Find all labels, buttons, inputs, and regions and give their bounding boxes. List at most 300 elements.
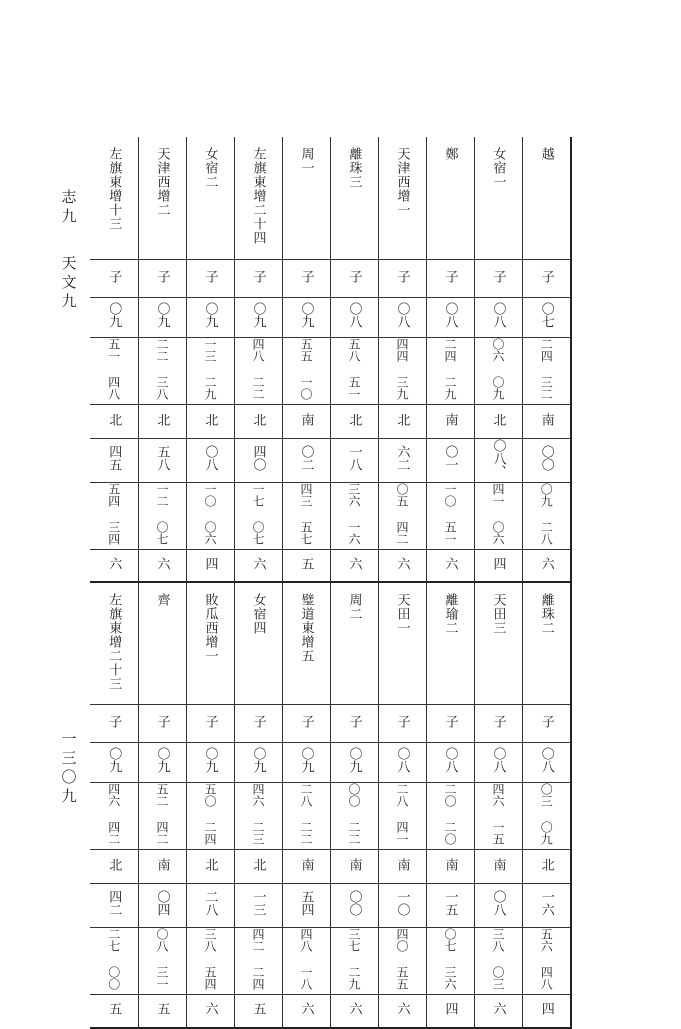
table-cell [282,704,330,742]
cell-value: 子 [298,269,314,283]
cell-value: 五一 四八 [106,337,121,400]
cell-value: 六二 [394,445,410,471]
table-cell [378,704,426,742]
cell-value: 〇八、 [490,438,506,478]
star-name: 天田一 [394,593,410,635]
table-cell [138,337,186,404]
cell-value: 子 [202,269,218,283]
cell-value: 〇四 [154,890,170,916]
cell-value: 四 [202,556,218,570]
table-cell [426,883,474,927]
table-cell [234,782,282,849]
cell-value: 子 [250,269,266,283]
cell-value: 南 [298,412,314,426]
cell-value: 四五 [106,445,122,471]
cell-value: 六 [490,1002,506,1016]
latitude-row [90,883,571,927]
table-cell [138,927,186,994]
star-name-cell [282,582,330,704]
cell-value: 四四 三九 [395,337,409,400]
table-cell [330,482,378,549]
cell-value: 〇〇 [538,445,554,471]
table-cell [378,297,426,337]
table-cell [474,782,522,849]
cell-value: 南 [154,857,170,871]
star-name-cell [138,582,186,704]
cell-value: 四 [538,1002,554,1016]
cell-value: 南 [442,412,458,426]
table-cell [330,404,378,438]
table-cell [90,259,138,297]
star-name: 女宿四 [250,593,266,635]
table-cell [234,438,282,482]
latitude-minute-row [90,482,571,549]
cell-value: 北 [202,857,218,871]
star-name-cell [522,137,571,259]
table-cell [90,297,138,337]
cell-value: 一二 〇七 [155,482,169,545]
cell-value: 一〇 五一 [443,482,457,545]
table-cell [138,404,186,438]
page-number: 一三〇九 [61,730,77,805]
cell-value: 〇九 [106,302,122,328]
star-name: 女宿二 [202,147,218,189]
table-body [90,137,571,1028]
table-cell [522,337,571,404]
magnitude-row [90,549,571,582]
table-cell [282,927,330,994]
cell-value: 北 [394,412,410,426]
table-cell [234,927,282,994]
table-cell [90,404,138,438]
table-cell [282,259,330,297]
table-cell [282,994,330,1028]
cell-value: 五〇 二四 [203,782,217,845]
table-cell [330,742,378,782]
cell-value: 北 [538,857,554,871]
cell-value: 〇二 [298,445,314,471]
table-cell [282,549,330,582]
table-cell [330,883,378,927]
cell-value: 六 [346,556,362,570]
cell-value: 五五 一〇 [299,337,313,400]
cell-value: 北 [250,857,266,871]
table-cell [426,438,474,482]
table-cell [138,704,186,742]
table-cell [186,549,234,582]
palace-row [90,704,571,742]
cell-value: 一五 [442,890,458,916]
cell-value: 北 [106,857,122,871]
cell-value: 五 [298,556,314,570]
table-cell [474,259,522,297]
cell-value: 六 [154,556,170,570]
cell-value: 四 [490,556,506,570]
cell-value: 北 [250,412,266,426]
table-cell [378,404,426,438]
table-cell [234,849,282,883]
table-cell [522,849,571,883]
cell-value: 北 [154,412,170,426]
star-name: 周二 [346,593,362,621]
header-volume: 志九 [61,188,77,225]
star-name-cell [378,582,426,704]
cell-value: 〇九 [250,302,266,328]
table-cell [522,438,571,482]
table-cell [234,742,282,782]
table-cell [426,704,474,742]
latitude-row [90,438,571,482]
cell-value: 四〇 [250,445,266,471]
table-cell [378,549,426,582]
table-cell [234,337,282,404]
cell-value: 子 [106,269,122,283]
cell-value: 六 [394,1002,410,1016]
star-name-cell [330,137,378,259]
table-cell [426,994,474,1028]
cell-value: 南 [490,857,506,871]
table-cell [282,742,330,782]
table-cell [234,883,282,927]
star-name-row [90,582,571,704]
cell-value: 四六 四二 [106,782,121,845]
star-name: 鄭 [442,147,458,161]
table-cell [426,927,474,994]
table-cell [378,742,426,782]
cell-value: 〇九 [298,302,314,328]
star-name-cell [186,137,234,259]
star-name: 左旗東增二十四 [250,147,266,245]
table-cell [474,404,522,438]
cell-value: 五八 五一 [347,337,361,400]
cell-value: 二八 四一 [395,782,409,845]
table-cell [138,297,186,337]
cell-value: 子 [538,714,554,728]
cell-value: 〇〇 二二 [347,782,361,845]
table-cell [186,704,234,742]
cell-value: 南 [394,857,410,871]
table-cell [186,297,234,337]
cell-value: 子 [538,269,554,283]
cell-value: 子 [298,714,314,728]
cell-value: 五 [250,1002,266,1016]
cell-value: 〇〇 [346,890,362,916]
star-catalog-table [90,137,572,1029]
table-cell [474,704,522,742]
table-cell [522,994,571,1028]
star-name-cell [378,137,426,259]
table-cell [90,438,138,482]
table-cell [522,404,571,438]
cell-value: 子 [442,269,458,283]
table-cell [282,849,330,883]
table-cell [330,337,378,404]
table-cell [138,994,186,1028]
cell-value: 〇五 四二 [395,482,409,545]
table-cell [426,849,474,883]
cell-value: 五六 四八 [539,927,554,990]
table-cell [186,742,234,782]
star-name: 越 [538,147,554,161]
cell-value: 〇九 [154,747,170,773]
cell-value: 北 [346,412,362,426]
cell-value: 〇九 [154,302,170,328]
table-cell [90,782,138,849]
cell-value: 一三 [250,890,266,916]
table-cell [474,883,522,927]
table-cell [234,704,282,742]
table-cell [282,782,330,849]
table-cell [522,297,571,337]
cell-value: 〇八 [490,302,506,328]
cell-value: 一三 二九 [203,337,217,400]
cell-value: 六 [538,556,554,570]
cell-value: 〇九 [346,747,362,773]
cell-value: 〇八 [490,747,506,773]
table-cell [378,782,426,849]
table-cell [426,549,474,582]
cell-value: 五四 [298,890,314,916]
cell-value: 四二 二四 [251,927,265,990]
header-section: 天文九 [61,254,77,310]
star-name-cell [330,582,378,704]
cell-value: 四二 [106,890,122,916]
table-cell [186,849,234,883]
table-cell [426,259,474,297]
star-name-cell [234,137,282,259]
cell-value: 子 [442,714,458,728]
cell-value: 二四 三二 [539,337,554,400]
cell-value: 子 [106,714,122,728]
cell-value: 三八 五四 [203,927,217,990]
cell-value: 〇九 [202,747,218,773]
table-cell [186,927,234,994]
cell-value: 六 [250,556,266,570]
degree-row [90,742,571,782]
direction-row [90,849,571,883]
cell-value: 子 [394,269,410,283]
table-cell [330,704,378,742]
cell-value: 南 [442,857,458,871]
cell-value: 四一 〇六 [491,482,505,545]
cell-value: 子 [202,714,218,728]
star-name-cell [234,582,282,704]
star-name: 離瑜二 [442,593,458,635]
table-cell [138,782,186,849]
cell-value: 五二 四二 [155,782,169,845]
cell-value: 一八 [346,445,362,471]
table-cell [522,883,571,927]
cell-value: 南 [298,857,314,871]
cell-value: 〇八 [442,747,458,773]
magnitude-row [90,994,571,1028]
cell-value: 二八 [202,890,218,916]
table-cell [186,259,234,297]
star-name: 天田三 [490,593,506,635]
table-cell [186,782,234,849]
cell-value: 二二 三八 [155,337,169,400]
cell-value: 六 [394,556,410,570]
cell-value: 三七 二九 [347,927,361,990]
table-cell [474,994,522,1028]
cell-value: 〇八 [202,445,218,471]
cell-value: 子 [394,714,410,728]
cell-value: 二〇 二〇 [443,782,457,845]
cell-value: 南 [538,412,554,426]
cell-value: 〇九 [202,302,218,328]
cell-value: 〇八 [394,302,410,328]
cell-value: 子 [490,714,506,728]
star-name-row [90,137,571,259]
table-cell [234,994,282,1028]
cell-value: 〇八 [346,302,362,328]
table-cell [90,927,138,994]
cell-value: 子 [154,714,170,728]
cell-value: 北 [490,412,506,426]
cell-value: 六 [442,556,458,570]
palace-row [90,259,571,297]
star-name-cell [426,582,474,704]
cell-value: 〇八 [442,302,458,328]
cell-value: 一〇 〇六 [203,482,217,545]
cell-value: 二四 二九 [443,337,457,400]
cell-value: 四六 一五 [491,782,505,845]
cell-value: 六 [346,1002,362,1016]
star-name-cell [282,137,330,259]
cell-value: 子 [346,269,362,283]
table-cell [90,849,138,883]
cell-value: 四八 二二 [251,337,265,400]
cell-value: 〇六 〇九 [491,337,505,400]
table-cell [522,482,571,549]
cell-value: 六 [298,1002,314,1016]
table-cell [378,927,426,994]
table-cell [330,549,378,582]
star-name-cell [426,137,474,259]
cell-value: 六 [106,556,122,570]
table-cell [378,438,426,482]
cell-value: 一七 〇七 [251,482,265,545]
star-name: 敗瓜西增一 [202,593,218,663]
table-cell [330,994,378,1028]
star-name: 左旗東增二十三 [106,593,122,691]
table-cell [522,782,571,849]
cell-value: 〇八 [538,747,554,773]
table-cell [378,259,426,297]
table-cell [282,482,330,549]
cell-value: 北 [106,412,122,426]
table-cell [330,782,378,849]
cell-value: 五八 [154,445,170,471]
table-cell [378,849,426,883]
table-cell [522,549,571,582]
cell-value: 〇三 〇九 [539,782,554,845]
cell-value: 南 [346,857,362,871]
star-name-cell [522,582,571,704]
table-cell [330,259,378,297]
table-cell [426,297,474,337]
cell-value: 子 [490,269,506,283]
table-cell [138,742,186,782]
cell-value: 〇八 三一 [155,927,169,990]
table-cell [90,549,138,582]
cell-value: 子 [346,714,362,728]
table-cell [90,883,138,927]
star-name: 女宿一 [490,147,506,189]
table-cell [234,259,282,297]
cell-value: 三八 〇三 [491,927,505,990]
table-cell [378,994,426,1028]
cell-value: 〇八 [394,747,410,773]
table-cell [330,849,378,883]
table-cell [474,482,522,549]
star-name-cell [186,582,234,704]
cell-value: 四八 一八 [299,927,313,990]
latitude-minute-row [90,927,571,994]
cell-value: 北 [202,412,218,426]
table-cell [138,482,186,549]
table-cell [90,482,138,549]
table-cell [90,704,138,742]
cell-value: 三六 一六 [347,482,361,545]
table-cell [378,337,426,404]
table-cell [234,297,282,337]
table-cell [90,994,138,1028]
cell-value: 〇八 [490,890,506,916]
table-cell [522,704,571,742]
table-cell [186,404,234,438]
table-cell [186,883,234,927]
table-cell [282,438,330,482]
table-cell [378,482,426,549]
table-cell [474,927,522,994]
table-cell [186,482,234,549]
cell-value: 一〇 [394,890,410,916]
table-cell [426,742,474,782]
cell-value: 四 [442,1002,458,1016]
table-cell [474,297,522,337]
table-cell [474,742,522,782]
table-cell [90,337,138,404]
star-name-cell [474,582,522,704]
table-cell [138,883,186,927]
cell-value: 〇七 三六 [443,927,457,990]
table-cell [474,337,522,404]
cell-value: 子 [154,269,170,283]
table-cell [282,404,330,438]
table-cell [138,549,186,582]
cell-value: 四〇 五五 [395,927,409,990]
table-cell [474,849,522,883]
cell-value: 〇七 [538,302,554,328]
cell-value: 〇九 二八 [539,482,554,545]
table-cell [186,994,234,1028]
table-cell [186,438,234,482]
table-cell [234,404,282,438]
cell-value: 二八 二二 [299,782,313,845]
table-cell [234,549,282,582]
cell-value: 〇一 [442,445,458,471]
table-cell [426,337,474,404]
table-cell [426,404,474,438]
cell-value: 五 [154,1002,170,1016]
running-header [56,188,82,311]
table-cell [234,482,282,549]
table-cell [522,927,571,994]
table-cell [138,849,186,883]
table-cell [282,337,330,404]
star-name: 天津西增一 [394,147,410,217]
